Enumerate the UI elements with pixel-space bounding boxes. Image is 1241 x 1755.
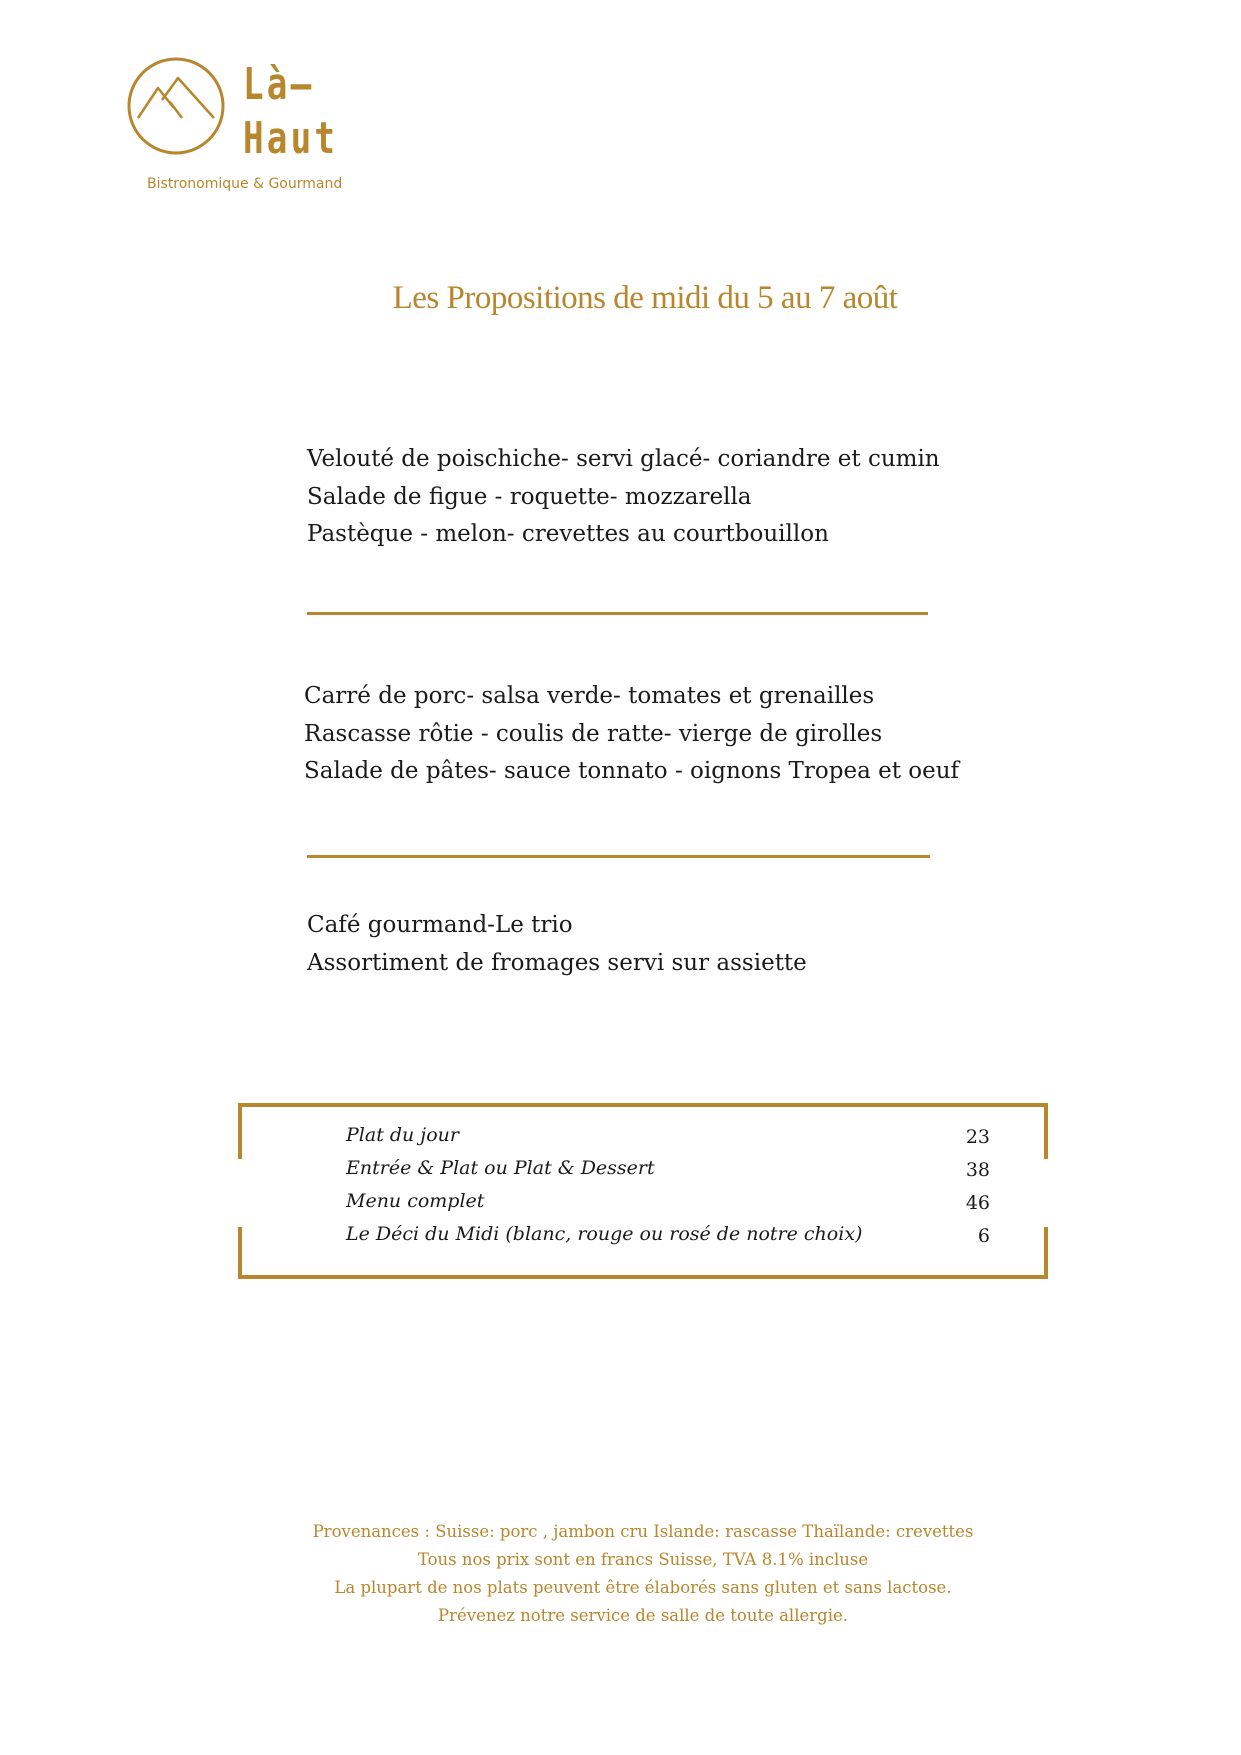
menu-section-desserts (307, 907, 807, 982)
footer-notes (0, 1518, 1241, 1630)
price-value: 46 (965, 1192, 990, 1214)
footer-line: Tous nos prix sont en francs Suisse, TVA 8.1% incluse (417, 1550, 869, 1569)
menu-item: Pastèque - melon- crevettes au courtbouillon (307, 521, 829, 547)
price-values (938, 1125, 990, 1257)
page-title: Les Propositions de midi du 5 au 7 août (392, 280, 898, 316)
price-value: 23 (965, 1126, 990, 1148)
menu-item: Velouté de poischiche- servi glacé- coriandre et cumin (307, 446, 940, 472)
price-label: Le Déci du Midi (blanc, rouge ou rosé de notre choix) (346, 1223, 863, 1245)
footer-line: Provenances : Suisse: porc , jambon cru Islande: rascasse Thaïlande: crevettes (312, 1522, 974, 1541)
menu-section-starters (307, 441, 940, 554)
brand-tagline: Bistronomique & Gourmand (147, 176, 343, 192)
mountain-circle-icon (126, 56, 226, 156)
price-box-border (238, 1103, 1048, 1107)
menu-item: Assortiment de fromages servi sur assiette (307, 949, 807, 976)
price-value: 6 (977, 1225, 990, 1247)
menu-item: Carré de porc- salsa verde- tomates et grenailles (304, 683, 875, 709)
brand-name (243, 58, 338, 166)
menu-item: Café gourmand-Le trio (307, 912, 573, 938)
menu-item: Rascasse rôtie - coulis de ratte- vierge de girolles (304, 720, 883, 747)
section-divider (307, 612, 928, 615)
price-box-border (238, 1227, 242, 1279)
menu-section-mains (304, 678, 959, 791)
price-label: Entrée & Plat ou Plat & Dessert (346, 1157, 655, 1179)
price-label: Menu complet (346, 1190, 485, 1212)
section-divider (307, 855, 930, 858)
menu-item: Salade de pâtes- sauce tonnato - oignons Tropea et oeuf (304, 758, 960, 784)
footer-line: La plupart de nos plats peuvent être élaborés sans gluten et sans lactose. (334, 1578, 952, 1597)
price-box-border (1044, 1227, 1048, 1279)
price-box-border (238, 1275, 1048, 1279)
price-box (238, 1103, 1048, 1279)
price-list (346, 1123, 863, 1255)
brand-name-line2: Haut (243, 113, 339, 164)
price-box-border (238, 1103, 242, 1159)
brand-name-line1: Là— (243, 59, 315, 110)
footer-line: Prévenez notre service de salle de toute allergie. (438, 1606, 848, 1625)
price-value: 38 (965, 1159, 990, 1181)
price-label: Plat du jour (346, 1124, 459, 1146)
menu-item: Salade de figue - roquette- mozzarella (307, 483, 752, 510)
price-box-border (1044, 1103, 1048, 1159)
